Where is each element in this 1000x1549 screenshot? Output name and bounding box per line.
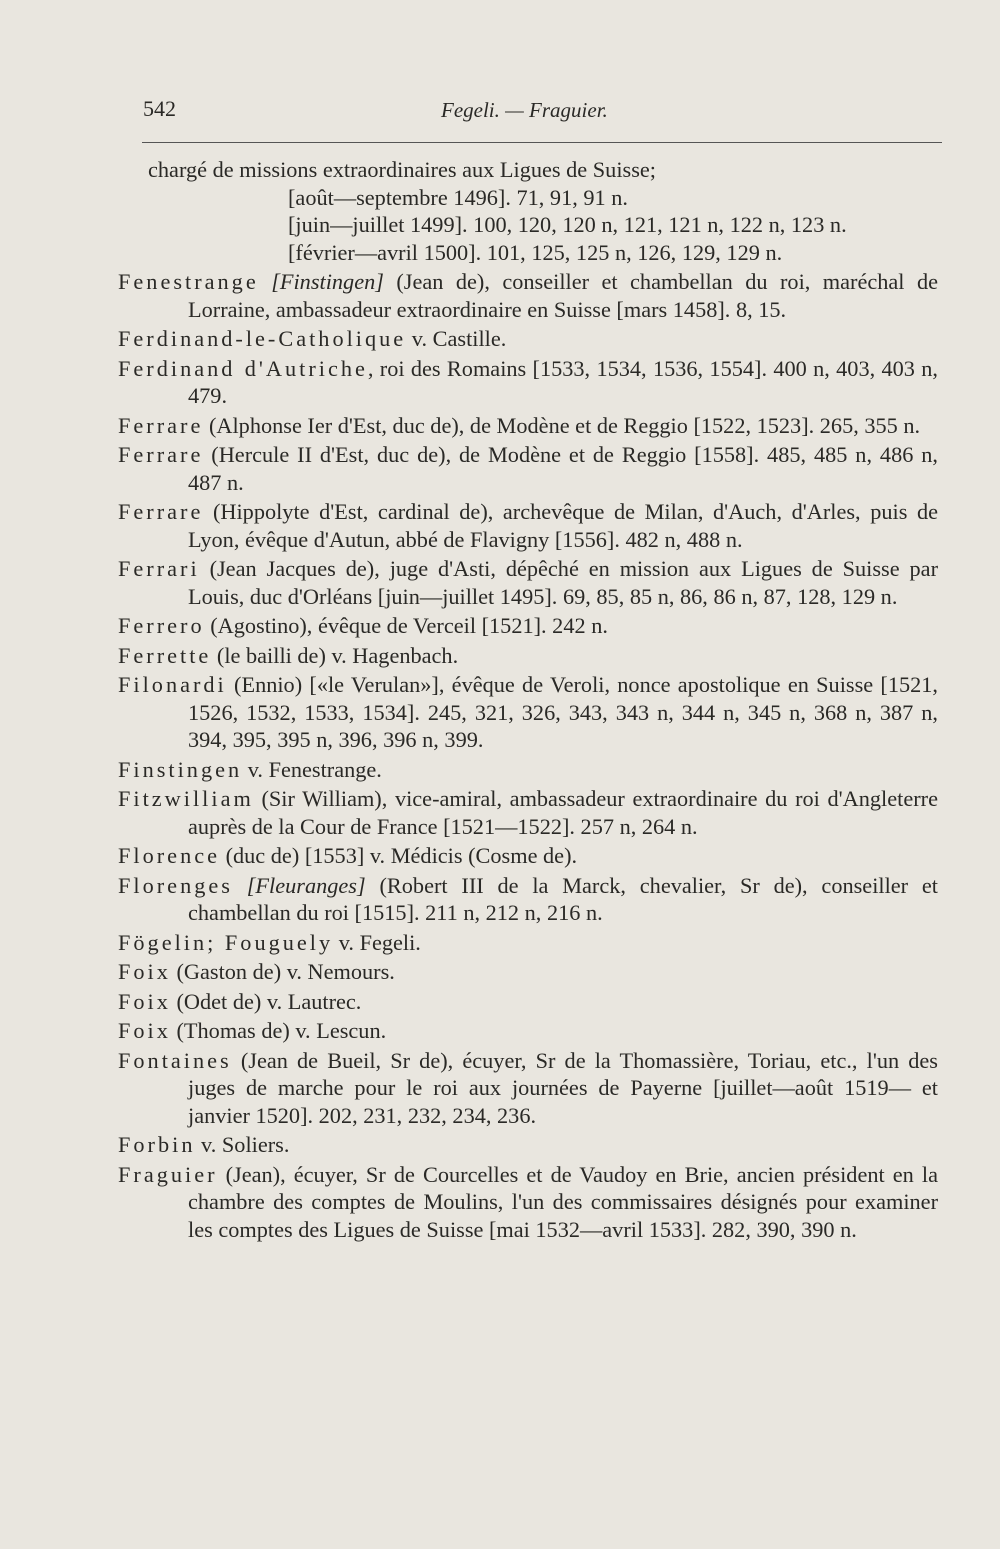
index-entry <box>118 642 938 670</box>
entry-headword: Forbin <box>118 1132 196 1157</box>
entry-text: (Jean de Bueil, Sr de), écuyer, Sr de la Thomassière, Toriau, etc., l'un des juges de marche pour le roi aux journées de Payerne [juillet—août 1519— et janvier 1520]. 202, 231, 232, 234, 236. <box>188 1047 938 1128</box>
entry-text: (Hercule II d'Est, duc de), de Modène et de Reggio [1558]. 485, 485 n, 486 n, 487 n. <box>188 442 938 495</box>
entry-text: (Alphonse Ier d'Est, duc de), de Modène et de Reggio [1522, 1523]. 265, 355 n. <box>203 412 921 438</box>
index-entry <box>118 1161 938 1244</box>
entry-text: (Robert III de la Marck, chevalier, Sr de), conseiller et chambellan du roi [1515]. 211 n, 212 n, 216 n. <box>188 872 939 925</box>
entry-headword: Foix <box>118 1018 171 1043</box>
entry-text: chargé de missions extraordinaires aux Ligues de Suisse; <box>148 157 656 182</box>
entry-text: (duc de) [1553] v. Médicis (Cosme de). <box>220 843 578 868</box>
index-entry <box>118 1047 938 1130</box>
index-entry <box>118 325 938 353</box>
entry-text: (Ennio) [«le Verulan»], évêque de Veroli, nonce apostolique en Suisse [1521, 1526, 1532, 1533, 1534]. 245, 321, 326, 343, 343 n, 344 n, 345 n, 368 n, 387 n, 394, 395, 395 n, 396, 396 n, 399. <box>188 672 938 752</box>
entry-text: (Jean), écuyer, Sr de Courcelles et de Vaudoy en Brie, ancien président en la chambre des comptes de Moulins, l'un des commissaires désignés pour examiner les comptes des Ligues de Suisse [mai 1532—avril 1533]. 282, 390, 390 n. <box>188 1161 938 1242</box>
entry-headword: Florenges <box>118 872 233 898</box>
entry-headword: Ferdinand-le-Catholique <box>118 326 407 351</box>
entry-headword: Ferrari <box>118 556 200 581</box>
entry-headword: Fontaines <box>118 1047 232 1073</box>
entry-text: (le bailli de) v. Hagenbach. <box>211 642 459 668</box>
index-entry <box>118 842 938 870</box>
entry-locality: [Fleuranges] <box>246 872 366 898</box>
index-entry <box>118 872 938 927</box>
entry-text: v. Soliers. <box>195 1132 290 1157</box>
entry-text: (Odet de) v. Lautrec. <box>170 988 362 1014</box>
entry-text: (Hippolyte d'Est, cardinal de), archevêque de Milan, d'Auch, d'Arles, puis de Lyon, évêque d'Autun, abbé de Flavigny [1556]. 482 n, 488 n. <box>188 499 938 552</box>
index-entry <box>118 612 938 640</box>
index-entry <box>118 498 938 553</box>
entry-text: (Thomas de) v. Lescun. <box>170 1018 387 1043</box>
index-entry <box>118 1017 938 1045</box>
index-entry <box>118 441 938 496</box>
index-entry <box>118 355 938 410</box>
entry-headword: Fögelin; Fouguely <box>118 929 334 955</box>
index-entry <box>118 958 938 986</box>
entry-text: (Sir William), vice-amiral, ambassadeur extraordinaire du roi d'Angleterre auprès de la Cour de France [1521—1522]. 257 n, 264 n. <box>188 786 938 839</box>
entry-text: v. Fenestrange. <box>242 756 382 782</box>
entry-headword: Ferrero <box>118 613 205 638</box>
entry-text: v. Fegeli. <box>333 929 421 955</box>
entry-text: v. Castille. <box>406 326 507 351</box>
entry-locality: [Finstingen] <box>271 269 384 294</box>
index-entry <box>118 412 938 440</box>
entry-headword: Fitzwilliam <box>118 786 254 811</box>
index-entry <box>118 671 938 754</box>
header-rule <box>142 142 942 143</box>
entry-headword: Ferrette <box>118 642 212 668</box>
entry-headword: Ferdinand d'Autriche <box>118 355 368 381</box>
entry-headword: Ferrare <box>118 442 204 467</box>
entry-headword: Ferrare <box>118 412 204 438</box>
entry-text: (Jean Jacques de), juge d'Asti, dépêché en mission aux Ligues de Suisse par Louis, duc d'Orléans [juin—juillet 1495]. 69, 85, 85 n, 86, 86 n, 87, 128, 129 n. <box>188 556 938 609</box>
index-entry <box>118 988 938 1016</box>
index-entry <box>118 756 938 784</box>
entry-headword: Finstingen <box>118 756 243 782</box>
entry-headword: Fenestrange <box>118 269 259 294</box>
entry-headword: Foix <box>118 959 171 984</box>
entry-text: (Gaston de) v. Nemours. <box>170 959 395 984</box>
running-title: Fegeli. — Fraguier. <box>441 98 608 122</box>
index-entry <box>118 785 938 840</box>
entry-subline: [février—avril 1500]. 101, 125, 125 n, 126, 129, 129 n. <box>288 239 783 265</box>
index-entry <box>118 1131 938 1159</box>
entry-headword: Ferrare <box>118 499 204 524</box>
index-entry <box>118 268 938 323</box>
entry-headword: Florence <box>118 843 221 868</box>
entry-text: (Jean de), conseiller et chambellan du roi, maréchal de Lorraine, ambassadeur extraordinaire en Suisse [mars 1458]. 8, 15. <box>188 269 938 322</box>
entry-headword: Foix <box>118 988 171 1014</box>
entry-headword: Filonardi <box>118 672 227 697</box>
index-entry <box>118 929 938 957</box>
page-number: 542 <box>143 96 176 121</box>
page-header <box>143 96 943 136</box>
entry-text: (Agostino), évêque de Verceil [1521]. 242 n. <box>204 613 608 638</box>
index-entry <box>118 555 938 610</box>
entry-text: , roi des Romains [1533, 1534, 1536, 1554]. 400 n, 403, 403 n, 479. <box>188 355 938 408</box>
entry-subline: [juin—juillet 1499]. 100, 120, 120 n, 121, 121 n, 122 n, 123 n. <box>288 212 847 237</box>
index-entries <box>118 156 938 1245</box>
index-entry <box>118 156 938 266</box>
entry-subline: [août—septembre 1496]. 71, 91, 91 n. <box>288 184 628 210</box>
entry-headword: Fraguier <box>118 1161 218 1187</box>
